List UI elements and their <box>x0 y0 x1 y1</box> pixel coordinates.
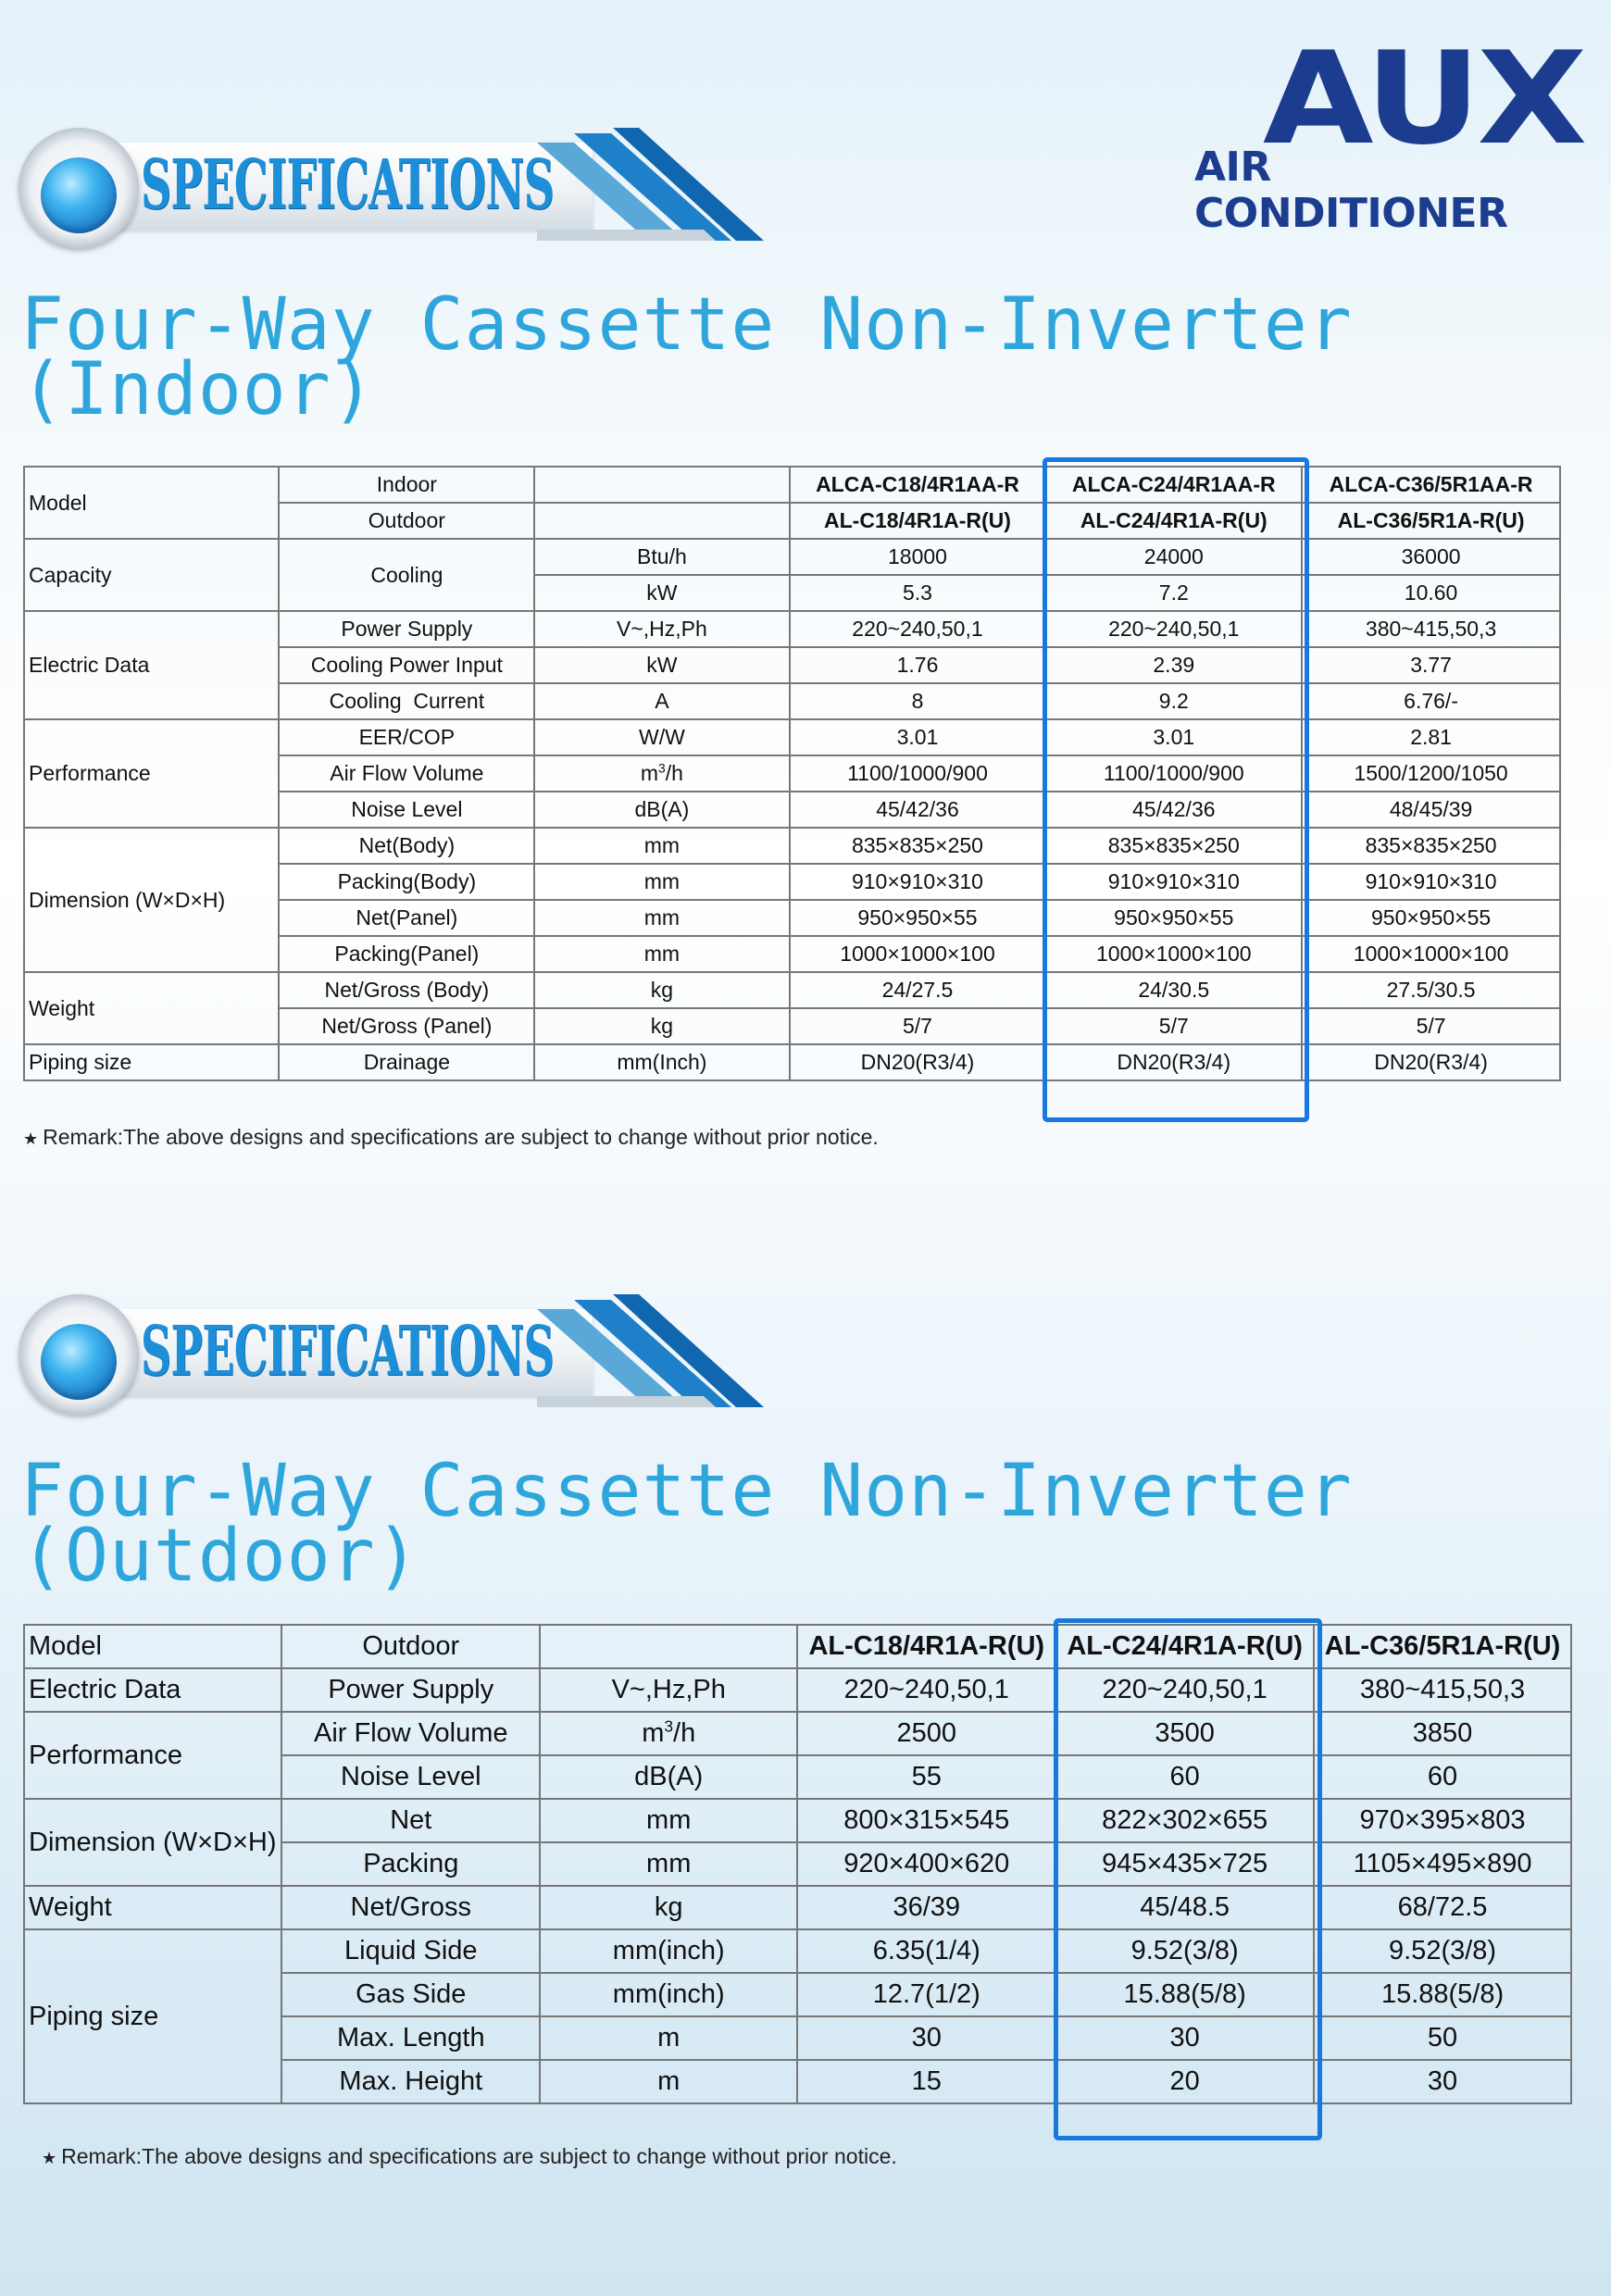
value-cell: 6.76/- <box>1302 683 1560 719</box>
group-label: Model <box>24 467 279 539</box>
value-cell: 6.35(1/4) <box>797 1929 1055 1973</box>
model-cell: ALCA-C36/5R1AA-R <box>1302 467 1560 503</box>
param-label: Cooling <box>279 539 534 611</box>
banner-stripes-graphic <box>537 120 778 250</box>
value-cell: 380~415,50,3 <box>1314 1668 1571 1712</box>
param-label: Outdoor <box>281 1625 540 1668</box>
table-row <box>24 1625 1571 1668</box>
value-cell: 3.01 <box>790 719 1046 755</box>
value-cell: 3500 <box>1055 1712 1314 1755</box>
param-label: Liquid Side <box>281 1929 540 1973</box>
banner-stripes-graphic <box>537 1287 778 1416</box>
value-cell: 24/30.5 <box>1045 972 1302 1008</box>
param-label: Max. Height <box>281 2060 540 2103</box>
star-icon: ★ <box>42 2149 57 2167</box>
value-cell: 2.81 <box>1302 719 1560 755</box>
model-cell: AL-C36/5R1A-R(U) <box>1314 1625 1571 1668</box>
unit-cell: mm <box>540 1799 797 1842</box>
value-cell: 3850 <box>1314 1712 1571 1755</box>
unit-cell: m <box>540 2060 797 2103</box>
value-cell: 30 <box>1314 2060 1571 2103</box>
value-cell: 1000×1000×100 <box>1302 936 1560 972</box>
table-row <box>24 1712 1571 1755</box>
table-row <box>24 1886 1571 1929</box>
param-label: Max. Length <box>281 2016 540 2060</box>
value-cell: 3.01 <box>1045 719 1302 755</box>
star-icon: ★ <box>23 1129 39 1148</box>
value-cell: 835×835×250 <box>1045 828 1302 864</box>
value-cell: 835×835×250 <box>1302 828 1560 864</box>
unit-cell: mm(Inch) <box>534 1044 789 1080</box>
value-cell: 950×950×55 <box>1045 900 1302 936</box>
table-row <box>24 611 1560 647</box>
group-label: Model <box>24 1625 281 1668</box>
table-row <box>24 1799 1571 1842</box>
brand-logo <box>1194 24 1583 237</box>
unit-cell: m <box>540 2016 797 2060</box>
value-cell: 220~240,50,1 <box>1055 1668 1314 1712</box>
value-cell: 24000 <box>1045 539 1302 575</box>
value-cell: 822×302×655 <box>1055 1799 1314 1842</box>
value-cell: 1.76 <box>790 647 1046 683</box>
group-label: Dimension (W×D×H) <box>24 828 279 972</box>
brand-tagline: AIR CONDITIONER <box>1194 144 1508 237</box>
value-cell: 910×910×310 <box>1045 864 1302 900</box>
value-cell: 220~240,50,1 <box>797 1668 1055 1712</box>
unit-cell: Btu/h <box>534 539 789 575</box>
value-cell: 9.52(3/8) <box>1055 1929 1314 1973</box>
value-cell: 8 <box>790 683 1046 719</box>
table-row <box>24 467 1560 503</box>
param-label: Packing(Body) <box>279 864 534 900</box>
value-cell: 45/48.5 <box>1055 1886 1314 1929</box>
indoor-remark <box>23 1125 879 1150</box>
value-cell: 9.52(3/8) <box>1314 1929 1571 1973</box>
value-cell: 910×910×310 <box>1302 864 1560 900</box>
unit-cell: dB(A) <box>534 792 789 828</box>
unit-cell: $m^3/h$ <box>540 1712 797 1755</box>
value-cell: 60 <box>1314 1755 1571 1799</box>
unit-cell: mm <box>540 1842 797 1886</box>
value-cell: 950×950×55 <box>1302 900 1560 936</box>
table-row <box>24 719 1560 755</box>
unit-cell <box>534 503 789 539</box>
value-cell: 910×910×310 <box>790 864 1046 900</box>
value-cell: 24/27.5 <box>790 972 1046 1008</box>
unit-cell: kW <box>534 575 789 611</box>
value-cell: 15.88(5/8) <box>1055 1973 1314 2016</box>
value-cell: DN20(R3/4) <box>790 1044 1046 1080</box>
indoor-title-line1: Four-Way Cassette Non-Inverter <box>20 283 1353 367</box>
value-cell: 48/45/39 <box>1302 792 1560 828</box>
param-label: Cooling Current <box>279 683 534 719</box>
value-cell: 1000×1000×100 <box>790 936 1046 972</box>
indoor-spec-table <box>23 466 1561 1081</box>
outdoor-title <box>20 1450 1409 1598</box>
model-cell: AL-C24/4R1A-R(U) <box>1055 1625 1314 1668</box>
unit-cell: mm(inch) <box>540 1973 797 2016</box>
param-label: Cooling Power Input <box>279 647 534 683</box>
table-row <box>24 539 1560 575</box>
param-label: Net/Gross (Panel) <box>279 1008 534 1044</box>
unit-cell: kW <box>534 647 789 683</box>
table-row <box>24 972 1560 1008</box>
value-cell: DN20(R3/4) <box>1302 1044 1560 1080</box>
value-cell: 36000 <box>1302 539 1560 575</box>
value-cell: 5/7 <box>1045 1008 1302 1044</box>
brand-name: AUX <box>1262 24 1583 173</box>
value-cell: 36/39 <box>797 1886 1055 1929</box>
param-label: Noise Level <box>279 792 534 828</box>
value-cell: 50 <box>1314 2016 1571 2060</box>
table-row <box>24 1929 1571 1973</box>
value-cell: 68/72.5 <box>1314 1886 1571 1929</box>
unit-cell: V~,Hz,Ph <box>534 611 789 647</box>
table-row <box>24 1044 1560 1080</box>
unit-cell: kg <box>534 972 789 1008</box>
group-label: Electric Data <box>24 1668 281 1712</box>
param-label: Power Supply <box>281 1668 540 1712</box>
value-cell: 20 <box>1055 2060 1314 2103</box>
unit-cell: $m^3/h$ <box>534 755 789 792</box>
param-label: Net/Gross <box>281 1886 540 1929</box>
param-label: EER/COP <box>279 719 534 755</box>
unit-cell: mm <box>534 864 789 900</box>
unit-cell: mm <box>534 828 789 864</box>
model-cell: AL-C36/5R1A-R(U) <box>1302 503 1560 539</box>
value-cell: 970×395×803 <box>1314 1799 1571 1842</box>
value-cell: 380~415,50,3 <box>1302 611 1560 647</box>
value-cell: 7.2 <box>1045 575 1302 611</box>
value-cell: 945×435×725 <box>1055 1842 1314 1886</box>
param-label: Air Flow Volume <box>281 1712 540 1755</box>
value-cell: 2500 <box>797 1712 1055 1755</box>
value-cell: 9.2 <box>1045 683 1302 719</box>
indoor-title-line2: (Indoor) <box>20 348 376 431</box>
value-cell: 10.60 <box>1302 575 1560 611</box>
unit-cell: A <box>534 683 789 719</box>
value-cell: 18000 <box>790 539 1046 575</box>
param-label: Net <box>281 1799 540 1842</box>
unit-cell <box>534 467 789 503</box>
param-label: Packing(Panel) <box>279 936 534 972</box>
param-label: Gas Side <box>281 1973 540 2016</box>
unit-cell: dB(A) <box>540 1755 797 1799</box>
unit-cell: V~,Hz,Ph <box>540 1668 797 1712</box>
outdoor-title-line1: Four-Way Cassette Non-Inverter <box>20 1450 1353 1533</box>
unit-cell: kg <box>540 1886 797 1929</box>
value-cell: 15.88(5/8) <box>1314 1973 1571 2016</box>
value-cell: 12.7(1/2) <box>797 1973 1055 2016</box>
remark-text: Remark:The above designs and specifications are subject to change without prior notice. <box>61 2144 897 2168</box>
table-row <box>24 828 1560 864</box>
value-cell: 45/42/36 <box>1045 792 1302 828</box>
specifications-banner <box>19 1287 750 1416</box>
unit-cell: mm(inch) <box>540 1929 797 1973</box>
group-label: Capacity <box>24 539 279 611</box>
param-label: Net(Body) <box>279 828 534 864</box>
param-label: Net(Panel) <box>279 900 534 936</box>
value-cell: 5/7 <box>1302 1008 1560 1044</box>
group-label: Electric Data <box>24 611 279 719</box>
unit-cell: mm <box>534 900 789 936</box>
group-label: Weight <box>24 972 279 1044</box>
param-label: Air Flow Volume <box>279 755 534 792</box>
value-cell: 1105×495×890 <box>1314 1842 1571 1886</box>
param-label: Net/Gross (Body) <box>279 972 534 1008</box>
value-cell: 55 <box>797 1755 1055 1799</box>
param-label: Power Supply <box>279 611 534 647</box>
banner-disc-icon <box>19 1294 139 1415</box>
banner-label: SPECIFICATIONS <box>141 1312 555 1391</box>
model-cell: AL-C24/4R1A-R(U) <box>1045 503 1302 539</box>
group-label: Performance <box>24 719 279 828</box>
value-cell: 920×400×620 <box>797 1842 1055 1886</box>
value-cell: 27.5/30.5 <box>1302 972 1560 1008</box>
specifications-banner <box>19 120 750 250</box>
unit-cell: W/W <box>534 719 789 755</box>
table-row <box>24 1668 1571 1712</box>
value-cell: 1100/1000/900 <box>1045 755 1302 792</box>
banner-disc-icon <box>19 128 139 248</box>
value-cell: 1500/1200/1050 <box>1302 755 1560 792</box>
indoor-title <box>20 283 1409 431</box>
value-cell: 30 <box>1055 2016 1314 2060</box>
value-cell: 220~240,50,1 <box>1045 611 1302 647</box>
model-cell: ALCA-C24/4R1AA-R <box>1045 467 1302 503</box>
group-label: Weight <box>24 1886 281 1929</box>
value-cell: 800×315×545 <box>797 1799 1055 1842</box>
remark-text: Remark:The above designs and specifications are subject to change without prior notice. <box>43 1125 879 1149</box>
value-cell: 835×835×250 <box>790 828 1046 864</box>
outdoor-title-line2: (Outdoor) <box>20 1515 420 1598</box>
value-cell: 15 <box>797 2060 1055 2103</box>
unit-cell: kg <box>534 1008 789 1044</box>
group-label: Piping size <box>24 1929 281 2103</box>
value-cell: 220~240,50,1 <box>790 611 1046 647</box>
param-label: Indoor <box>279 467 534 503</box>
outdoor-spec-table <box>23 1624 1572 2104</box>
model-cell: AL-C18/4R1A-R(U) <box>790 503 1046 539</box>
group-label: Piping size <box>24 1044 279 1080</box>
unit-cell <box>540 1625 797 1668</box>
value-cell: 3.77 <box>1302 647 1560 683</box>
value-cell: 60 <box>1055 1755 1314 1799</box>
value-cell: 1000×1000×100 <box>1045 936 1302 972</box>
value-cell: 1100/1000/900 <box>790 755 1046 792</box>
value-cell: 2.39 <box>1045 647 1302 683</box>
unit-cell: mm <box>534 936 789 972</box>
param-label: Drainage <box>279 1044 534 1080</box>
model-cell: AL-C18/4R1A-R(U) <box>797 1625 1055 1668</box>
value-cell: 950×950×55 <box>790 900 1046 936</box>
model-cell: ALCA-C18/4R1AA-R <box>790 467 1046 503</box>
group-label: Dimension (W×D×H) <box>24 1799 281 1886</box>
group-label: Performance <box>24 1712 281 1799</box>
value-cell: DN20(R3/4) <box>1045 1044 1302 1080</box>
param-label: Packing <box>281 1842 540 1886</box>
param-label: Noise Level <box>281 1755 540 1799</box>
param-label: Outdoor <box>279 503 534 539</box>
outdoor-remark <box>42 2144 897 2169</box>
value-cell: 5/7 <box>790 1008 1046 1044</box>
value-cell: 45/42/36 <box>790 792 1046 828</box>
value-cell: 5.3 <box>790 575 1046 611</box>
value-cell: 30 <box>797 2016 1055 2060</box>
banner-label: SPECIFICATIONS <box>141 145 555 225</box>
